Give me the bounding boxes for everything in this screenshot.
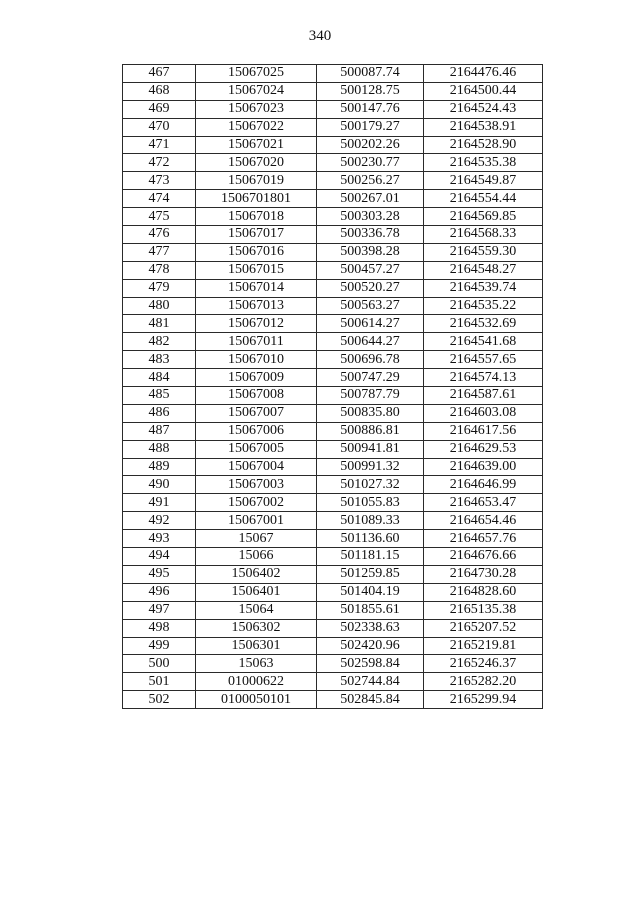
point-id-cell: 15066: [196, 548, 317, 566]
point-id-cell: 1506701801: [196, 190, 317, 208]
y-coordinate-cell: 2164629.53: [424, 440, 543, 458]
y-coordinate-cell: 2164574.13: [424, 369, 543, 387]
row-index-cell: 475: [123, 208, 196, 226]
table-row: [123, 65, 543, 83]
row-index-cell: 491: [123, 494, 196, 512]
row-index-cell: 469: [123, 100, 196, 118]
point-id-cell: 15067013: [196, 297, 317, 315]
coordinate-table: [122, 64, 543, 709]
point-id-cell: 15067025: [196, 65, 317, 83]
table-row: [123, 422, 543, 440]
y-coordinate-cell: 2164548.27: [424, 261, 543, 279]
y-coordinate-cell: 2165299.94: [424, 691, 543, 709]
y-coordinate-cell: 2164676.66: [424, 548, 543, 566]
y-coordinate-cell: 2165219.81: [424, 637, 543, 655]
table-row: [123, 619, 543, 637]
point-id-cell: 15067004: [196, 458, 317, 476]
x-coordinate-cell: 500087.74: [317, 65, 424, 83]
x-coordinate-cell: 500267.01: [317, 190, 424, 208]
row-index-cell: 479: [123, 279, 196, 297]
x-coordinate-cell: 500147.76: [317, 100, 424, 118]
point-id-cell: 15067012: [196, 315, 317, 333]
point-id-cell: 15067015: [196, 261, 317, 279]
x-coordinate-cell: 500457.27: [317, 261, 424, 279]
x-coordinate-cell: 502744.84: [317, 673, 424, 691]
x-coordinate-cell: 500614.27: [317, 315, 424, 333]
table-row: [123, 297, 543, 315]
y-coordinate-cell: 2164476.46: [424, 65, 543, 83]
table-row: [123, 565, 543, 583]
row-index-cell: 484: [123, 369, 196, 387]
y-coordinate-cell: 2165282.20: [424, 673, 543, 691]
y-coordinate-cell: 2164639.00: [424, 458, 543, 476]
row-index-cell: 471: [123, 136, 196, 154]
point-id-cell: 15067009: [196, 369, 317, 387]
row-index-cell: 478: [123, 261, 196, 279]
table-row: [123, 691, 543, 709]
row-index-cell: 472: [123, 154, 196, 172]
table-row: [123, 243, 543, 261]
table-row: [123, 530, 543, 548]
point-id-cell: 15067006: [196, 422, 317, 440]
row-index-cell: 480: [123, 297, 196, 315]
y-coordinate-cell: 2164539.74: [424, 279, 543, 297]
table-row: [123, 404, 543, 422]
x-coordinate-cell: 500256.27: [317, 172, 424, 190]
x-coordinate-cell: 500747.29: [317, 369, 424, 387]
table-row: [123, 261, 543, 279]
table-row: [123, 583, 543, 601]
y-coordinate-cell: 2165246.37: [424, 655, 543, 673]
y-coordinate-cell: 2165135.38: [424, 601, 543, 619]
point-id-cell: 1506301: [196, 637, 317, 655]
row-index-cell: 474: [123, 190, 196, 208]
x-coordinate-cell: 501259.85: [317, 565, 424, 583]
table-row: [123, 315, 543, 333]
point-id-cell: 15067002: [196, 494, 317, 512]
row-index-cell: 485: [123, 387, 196, 405]
y-coordinate-cell: 2164535.22: [424, 297, 543, 315]
x-coordinate-cell: 502598.84: [317, 655, 424, 673]
point-id-cell: 15067023: [196, 100, 317, 118]
point-id-cell: 01000622: [196, 673, 317, 691]
x-coordinate-cell: 500696.78: [317, 351, 424, 369]
y-coordinate-cell: 2164538.91: [424, 118, 543, 136]
y-coordinate-cell: 2164654.46: [424, 512, 543, 530]
table-row: [123, 655, 543, 673]
point-id-cell: 15067011: [196, 333, 317, 351]
point-id-cell: 15064: [196, 601, 317, 619]
row-index-cell: 473: [123, 172, 196, 190]
y-coordinate-cell: 2164500.44: [424, 82, 543, 100]
row-index-cell: 487: [123, 422, 196, 440]
x-coordinate-cell: 502420.96: [317, 637, 424, 655]
x-coordinate-cell: 500398.28: [317, 243, 424, 261]
point-id-cell: 15067014: [196, 279, 317, 297]
x-coordinate-cell: 500520.27: [317, 279, 424, 297]
table-row: [123, 387, 543, 405]
y-coordinate-cell: 2164535.38: [424, 154, 543, 172]
page-number: 340: [308, 28, 332, 44]
row-index-cell: 501: [123, 673, 196, 691]
table-row: [123, 476, 543, 494]
point-id-cell: 15067010: [196, 351, 317, 369]
x-coordinate-cell: 501181.15: [317, 548, 424, 566]
table-row: [123, 154, 543, 172]
y-coordinate-cell: 2164587.61: [424, 387, 543, 405]
y-coordinate-cell: 2164549.87: [424, 172, 543, 190]
y-coordinate-cell: 2164569.85: [424, 208, 543, 226]
x-coordinate-cell: 502845.84: [317, 691, 424, 709]
y-coordinate-cell: 2164554.44: [424, 190, 543, 208]
x-coordinate-cell: 501855.61: [317, 601, 424, 619]
row-index-cell: 492: [123, 512, 196, 530]
table-row: [123, 226, 543, 244]
row-index-cell: 498: [123, 619, 196, 637]
point-id-cell: 15067003: [196, 476, 317, 494]
x-coordinate-cell: 500563.27: [317, 297, 424, 315]
x-coordinate-cell: 501089.33: [317, 512, 424, 530]
table-row: [123, 673, 543, 691]
table-row: [123, 100, 543, 118]
table-row: [123, 369, 543, 387]
table-row: [123, 351, 543, 369]
table-row: [123, 637, 543, 655]
point-id-cell: 15067019: [196, 172, 317, 190]
point-id-cell: 1506402: [196, 565, 317, 583]
table-row: [123, 82, 543, 100]
row-index-cell: 499: [123, 637, 196, 655]
row-index-cell: 494: [123, 548, 196, 566]
y-coordinate-cell: 2164557.65: [424, 351, 543, 369]
row-index-cell: 495: [123, 565, 196, 583]
row-index-cell: 497: [123, 601, 196, 619]
row-index-cell: 477: [123, 243, 196, 261]
point-id-cell: 15067022: [196, 118, 317, 136]
table-row: [123, 208, 543, 226]
x-coordinate-cell: 500230.77: [317, 154, 424, 172]
table-row: [123, 333, 543, 351]
point-id-cell: 15067018: [196, 208, 317, 226]
y-coordinate-cell: 2164653.47: [424, 494, 543, 512]
point-id-cell: 15067007: [196, 404, 317, 422]
point-id-cell: 15067005: [196, 440, 317, 458]
x-coordinate-cell: 500303.28: [317, 208, 424, 226]
y-coordinate-cell: 2164568.33: [424, 226, 543, 244]
x-coordinate-cell: 500128.75: [317, 82, 424, 100]
table-row: [123, 279, 543, 297]
table-row: [123, 548, 543, 566]
row-index-cell: 476: [123, 226, 196, 244]
point-id-cell: 0100050101: [196, 691, 317, 709]
row-index-cell: 482: [123, 333, 196, 351]
table-row: [123, 512, 543, 530]
y-coordinate-cell: 2164541.68: [424, 333, 543, 351]
x-coordinate-cell: 500941.81: [317, 440, 424, 458]
table-row: [123, 601, 543, 619]
x-coordinate-cell: 501404.19: [317, 583, 424, 601]
x-coordinate-cell: 500644.27: [317, 333, 424, 351]
x-coordinate-cell: 501027.32: [317, 476, 424, 494]
point-id-cell: 15067021: [196, 136, 317, 154]
table-body: [123, 65, 543, 709]
row-index-cell: 467: [123, 65, 196, 83]
point-id-cell: 15067020: [196, 154, 317, 172]
row-index-cell: 481: [123, 315, 196, 333]
y-coordinate-cell: 2164528.90: [424, 136, 543, 154]
y-coordinate-cell: 2164657.76: [424, 530, 543, 548]
y-coordinate-cell: 2164603.08: [424, 404, 543, 422]
row-index-cell: 486: [123, 404, 196, 422]
table-row: [123, 172, 543, 190]
row-index-cell: 490: [123, 476, 196, 494]
x-coordinate-cell: 501055.83: [317, 494, 424, 512]
y-coordinate-cell: 2164559.30: [424, 243, 543, 261]
x-coordinate-cell: 500835.80: [317, 404, 424, 422]
table-row: [123, 494, 543, 512]
point-id-cell: 15063: [196, 655, 317, 673]
y-coordinate-cell: 2164828.60: [424, 583, 543, 601]
row-index-cell: 468: [123, 82, 196, 100]
x-coordinate-cell: 500336.78: [317, 226, 424, 244]
table-row: [123, 190, 543, 208]
point-id-cell: 15067024: [196, 82, 317, 100]
x-coordinate-cell: 502338.63: [317, 619, 424, 637]
point-id-cell: 15067017: [196, 226, 317, 244]
y-coordinate-cell: 2164730.28: [424, 565, 543, 583]
point-id-cell: 15067016: [196, 243, 317, 261]
row-index-cell: 489: [123, 458, 196, 476]
table-row: [123, 118, 543, 136]
y-coordinate-cell: 2164532.69: [424, 315, 543, 333]
x-coordinate-cell: 500991.32: [317, 458, 424, 476]
x-coordinate-cell: 500886.81: [317, 422, 424, 440]
row-index-cell: 502: [123, 691, 196, 709]
y-coordinate-cell: 2164646.99: [424, 476, 543, 494]
x-coordinate-cell: 500202.26: [317, 136, 424, 154]
x-coordinate-cell: 500787.79: [317, 387, 424, 405]
x-coordinate-cell: 501136.60: [317, 530, 424, 548]
point-id-cell: 15067008: [196, 387, 317, 405]
point-id-cell: 1506401: [196, 583, 317, 601]
y-coordinate-cell: 2164524.43: [424, 100, 543, 118]
row-index-cell: 493: [123, 530, 196, 548]
row-index-cell: 500: [123, 655, 196, 673]
point-id-cell: 15067: [196, 530, 317, 548]
table-row: [123, 136, 543, 154]
row-index-cell: 483: [123, 351, 196, 369]
x-coordinate-cell: 500179.27: [317, 118, 424, 136]
y-coordinate-cell: 2165207.52: [424, 619, 543, 637]
row-index-cell: 488: [123, 440, 196, 458]
point-id-cell: 1506302: [196, 619, 317, 637]
row-index-cell: 496: [123, 583, 196, 601]
y-coordinate-cell: 2164617.56: [424, 422, 543, 440]
row-index-cell: 470: [123, 118, 196, 136]
table-row: [123, 458, 543, 476]
point-id-cell: 15067001: [196, 512, 317, 530]
table-row: [123, 440, 543, 458]
